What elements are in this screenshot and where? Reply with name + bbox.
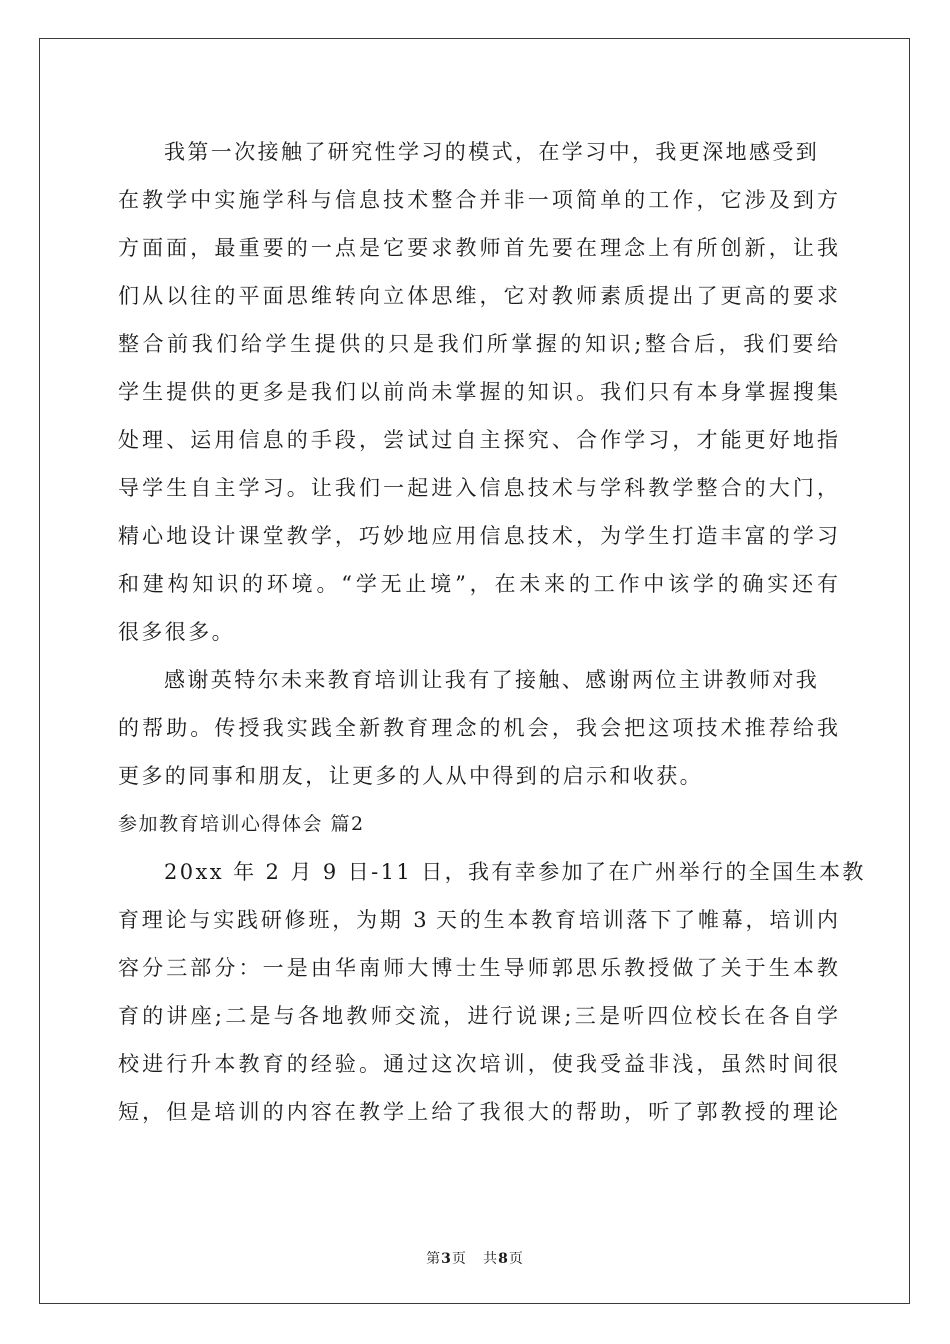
paragraph-line: 整合前我们给学生提供的只是我们所掌握的知识;整合后，我们要给 bbox=[118, 332, 838, 356]
paragraph-line: 更多的同事和朋友，让更多的人从中得到的启示和收获。 bbox=[118, 764, 703, 788]
footer-middle: 页 共 bbox=[451, 1251, 499, 1267]
paragraph-line: 导学生自主学习。让我们一起进入信息技术与学科教学整合的大门， bbox=[118, 476, 838, 500]
paragraph-line: 短，但是培训的内容在教学上给了我很大的帮助，听了郭教授的理论 bbox=[118, 1100, 838, 1124]
paragraph-line: 和建构知识的环境。“学无止境”，在未来的工作中该学的确实还有 bbox=[118, 572, 838, 596]
paragraph-line: 们从以往的平面思维转向立体思维，它对教师素质提出了更高的要求 bbox=[118, 284, 838, 308]
paragraph-line: 容分三部分：一是由华南师大博士生导师郭思乐教授做了关于生本教 bbox=[118, 956, 838, 980]
section-heading: 参加教育培训心得体会 篇2 bbox=[118, 813, 365, 835]
paragraph-line: 校进行升本教育的经验。通过这次培训，使我受益非浅，虽然时间很 bbox=[118, 1052, 838, 1076]
footer-total-pages: 8 bbox=[498, 1251, 509, 1267]
paragraph-line: 方面面，最重要的一点是它要求教师首先要在理念上有所创新，让我 bbox=[118, 236, 838, 260]
paragraph-line: 育的讲座;二是与各地教师交流，进行说课;三是听四位校长在各自学 bbox=[118, 1004, 838, 1028]
paragraph-line: 很多很多。 bbox=[118, 620, 235, 644]
paragraph-line: 育理论与实践研修班，为期 3 天的生本教育培训落下了帷幕，培训内 bbox=[118, 908, 838, 932]
paragraph-line: 我第一次接触了研究性学习的模式，在学习中，我更深地感受到 bbox=[164, 140, 820, 164]
paragraph-line: 感谢英特尔未来教育培训让我有了接触、感谢两位主讲教师对我 bbox=[164, 668, 820, 692]
paragraph-line: 20xx 年 2 月 9 日-11 日，我有幸参加了在广州举行的全国生本教 bbox=[164, 860, 866, 884]
footer-prefix: 第 bbox=[426, 1251, 442, 1267]
paragraph-line: 在教学中实施学科与信息技术整合并非一项简单的工作，它涉及到方 bbox=[118, 188, 838, 212]
page-footer bbox=[0, 1248, 950, 1268]
paragraph-line: 处理、运用信息的手段，尝试过自主探究、合作学习，才能更好地指 bbox=[118, 428, 838, 452]
footer-page-number: 3 bbox=[441, 1251, 452, 1267]
footer-suffix: 页 bbox=[508, 1251, 524, 1267]
paragraph-line: 精心地设计课堂教学，巧妙地应用信息技术，为学生打造丰富的学习 bbox=[118, 524, 838, 548]
paragraph-line: 的帮助。传授我实践全新教育理念的机会，我会把这项技术推荐给我 bbox=[118, 716, 838, 740]
document-body bbox=[118, 128, 866, 1136]
paragraph-line: 学生提供的更多是我们以前尚未掌握的知识。我们只有本身掌握搜集 bbox=[118, 380, 838, 404]
